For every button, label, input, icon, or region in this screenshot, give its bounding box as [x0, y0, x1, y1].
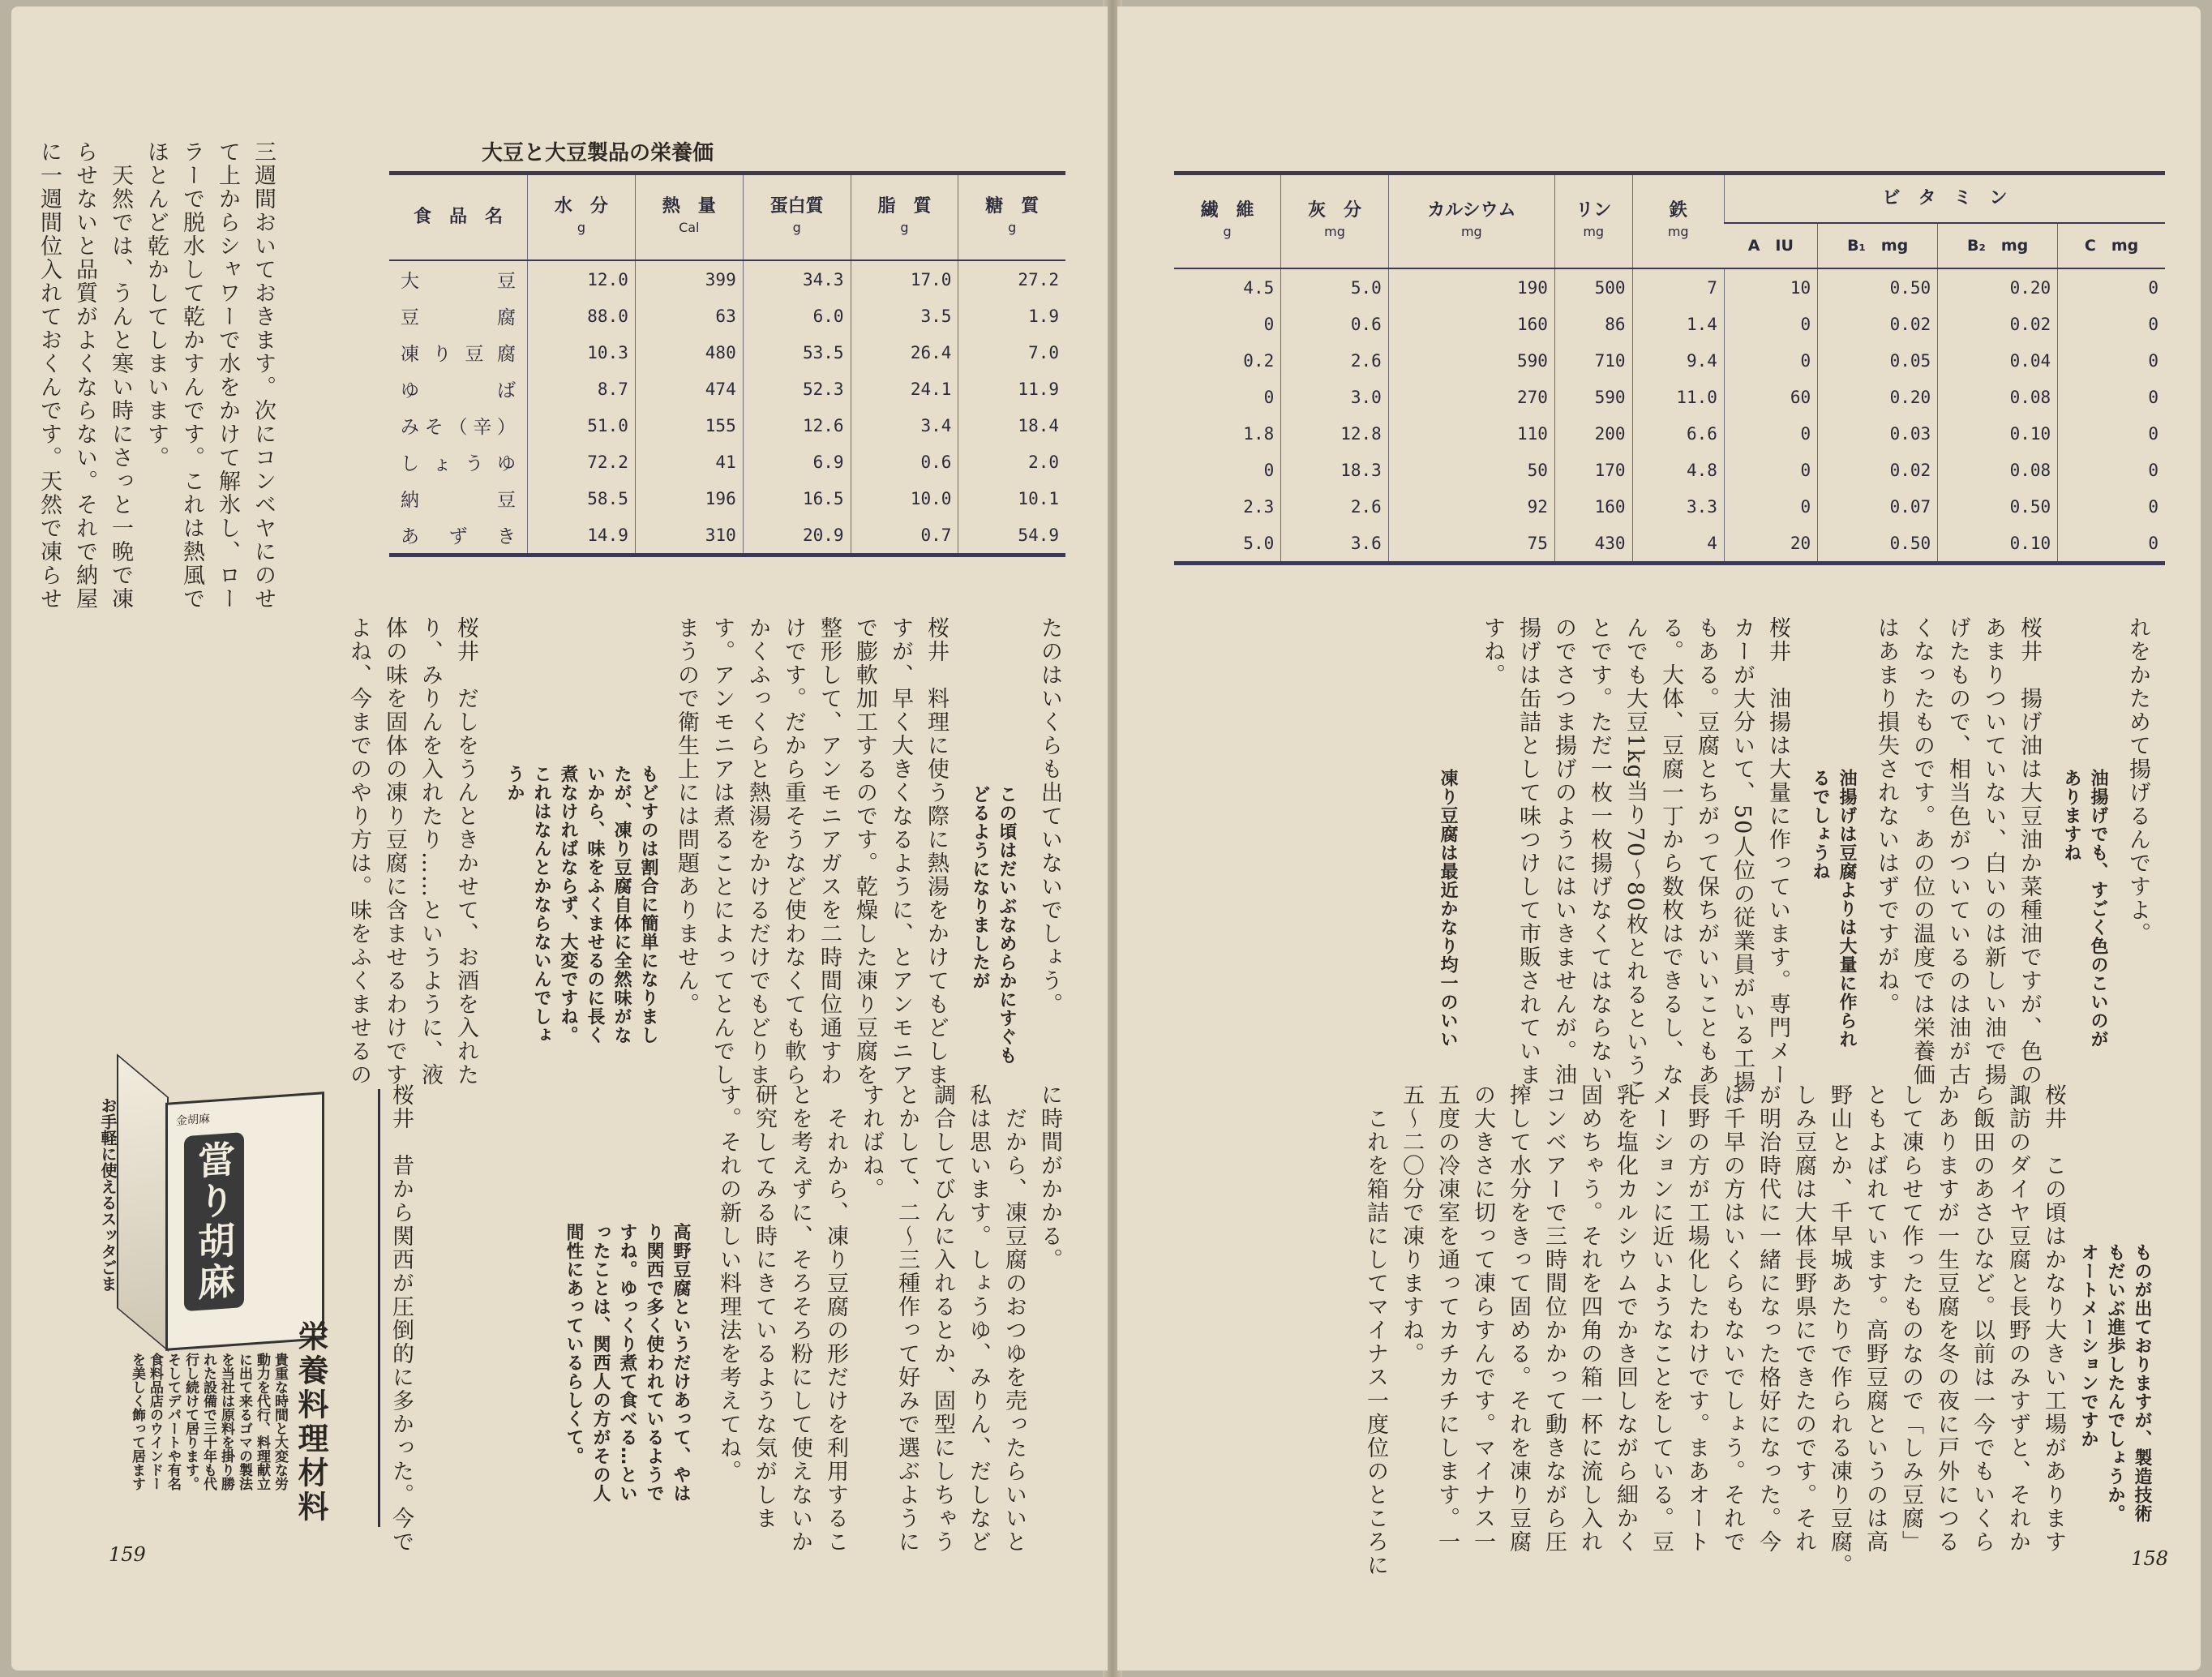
- table-cell: 0: [1263, 314, 1275, 334]
- body-text-mid-1: たのはいくらも出ていないでしょう。: [1037, 616, 1062, 1016]
- ad-package-label: 金胡麻: [176, 1113, 210, 1128]
- table-cell: 0.10: [1938, 525, 2058, 564]
- col-header-iron: 鉄 mg: [1632, 174, 1724, 269]
- sesame-ad: [117, 1097, 392, 1365]
- table-cell: 0: [1724, 342, 1817, 379]
- table-cell: 6.6: [1632, 415, 1724, 452]
- table-cell: 0.50: [1818, 525, 1938, 564]
- table-cell: 430: [1554, 525, 1632, 564]
- table-cell: 0.20: [1818, 379, 1938, 415]
- table-title: 大豆と大豆製品の栄養価: [482, 141, 714, 165]
- table-row: ゆば 8.7 474 52.3 24.1 11.9: [389, 371, 1065, 407]
- table-cell: 20: [1724, 525, 1817, 564]
- ad-tagline: お手軽に使えるスッタごま: [98, 1097, 118, 1292]
- col-header-vitamin-b2: B₂ mg: [1938, 223, 2058, 268]
- nutrition-table-right: [1174, 171, 2165, 565]
- table-cell: 0.6: [1281, 306, 1389, 342]
- table-cell: 5.0: [1281, 268, 1389, 306]
- table-row: [1174, 342, 2165, 379]
- table-cell: 0.02: [1818, 306, 1938, 342]
- question-1: この頃はだいぶなめらかにすぐも どるようになりましたが: [970, 785, 1017, 1065]
- col-header-phosphorus: リン mg: [1554, 174, 1632, 269]
- table-row: しょうゆ 72.2 41 6.9 0.6 2.0: [389, 444, 1065, 480]
- col-header-vitamin: ビ タ ミ ン: [1724, 174, 2165, 224]
- table-cell: 2.6: [1281, 342, 1389, 379]
- table-cell: 5.0: [1243, 533, 1275, 553]
- table-cell: 11.0: [1632, 379, 1724, 415]
- ad-brand-name: 當り胡麻: [184, 1132, 244, 1311]
- table-row: 納豆 58.5 196 16.5 10.0 10.1: [389, 480, 1065, 517]
- table-cell: 0: [1724, 452, 1817, 488]
- body-text-mid-2: 桜井 料理に使う際に熱湯をかけてもどしま すが、早く大きくなるように、とアンモニア で膨軟加工するのです。乾燥した凍り豆腐を 整形して、アンモニアガスを二時間位通すわ けです。だから重そうなど使わなくても軟ら かくふっくらと熱湯をかけるだけでもどりま す。アンモニアは煮ることによってとんでし まうので衛生上には問題ありません。: [674, 616, 949, 1087]
- table-cell: 10: [1724, 268, 1817, 306]
- table-cell: 500: [1554, 268, 1632, 306]
- table-cell: 190: [1388, 268, 1554, 306]
- table-row: [1174, 415, 2165, 452]
- table-cell: 160: [1554, 488, 1632, 525]
- table-cell: 0: [2058, 306, 2165, 342]
- table-cell: 86: [1554, 306, 1632, 342]
- table-cell: 110: [1388, 415, 1554, 452]
- table-cell: 590: [1554, 379, 1632, 415]
- table-cell: 0.08: [1938, 379, 2058, 415]
- table-row: あずき 14.9 310 20.9 0.7 54.9: [389, 517, 1065, 555]
- table-cell: 0: [1263, 387, 1275, 407]
- col-header-vitamin-b1: B₁ mg: [1818, 223, 1938, 268]
- question-3: 高野豆腐というだけあって、やは り関西で多く使われているようで すね。ゆっくり煮て食べる…とい ったことは、関西人の方がその人 間性にあっているらしくて。: [564, 1223, 691, 1503]
- table-cell: 1.8: [1243, 423, 1275, 444]
- body-text-col-3: 桜井 油揚は大量に作っています。専門メー カーが大分いて、50人位の従業員がいる工場 もある。豆腐とちがって保ちがいいこともあ る。大体、豆腐一丁から数枚はできるし、な んでも大豆1kg当り70〜80枚とれるというこ とです。ただ一枚一枚揚げなくてはならない のでさつま揚げのようにはいきませんが。油 揚げは缶詰として味つけして市販されていま すね。: [1480, 616, 1790, 1101]
- body-text-col-2: 桜井 揚げ油は大豆油か菜種油ですが、色の あまりついていない、白いのは新しい油で揚 げたもので、相当色がついているのは油が古 くなったものです。あの位の温度では栄養価 はあまり損失されないはずですがね。: [1874, 616, 2042, 1087]
- table-row: [1174, 379, 2165, 415]
- table-row: みそ（辛） 51.0 155 12.6 3.4 18.4: [389, 407, 1065, 444]
- col-header-calcium: カルシウム mg: [1388, 174, 1554, 269]
- page-158: [1117, 6, 2201, 1671]
- table-cell: 3.3: [1632, 488, 1724, 525]
- question-2: もどすのは割合に簡単になりまし たが、凍り豆腐自体に全然味がな いから、味をふくませるのに長く 煮なければならず、大変ですね。 これはなんとかならないんでしょ うか: [504, 765, 658, 1044]
- body-text-col-1: れをかためて揚げるんですよ。: [2125, 616, 2150, 946]
- table-cell: 0.10: [1938, 415, 2058, 452]
- body-text-mid-3: 桜井 だしをうんときかせて、お酒を入れた り、みりんを入れたり……というように、液 体の味を固体の凍り豆腐に含ませるわけです よね、今までのやり方は。味をふくませるの: [346, 616, 478, 1087]
- col-header-food: 食 品 名: [389, 174, 528, 261]
- page-number: 158: [2131, 1547, 2168, 1570]
- table-cell: 3.0: [1281, 379, 1389, 415]
- table-cell: 75: [1388, 525, 1554, 564]
- table-header-row: [389, 174, 1065, 261]
- table-cell: 2.3: [1243, 496, 1275, 517]
- nutrition-table-left: [389, 171, 1065, 557]
- table-cell: 0.50: [1818, 268, 1938, 306]
- col-header-protein: 蛋白質 g: [743, 174, 851, 261]
- table-cell: 0.02: [1818, 452, 1938, 488]
- table-header-row: [1174, 174, 2165, 224]
- table-cell: 60: [1724, 379, 1817, 415]
- question-koori-tofu: 凍り豆腐は最近かなり均一のいい: [1438, 769, 1458, 1049]
- col-header-vitamin-c: C mg: [2058, 223, 2165, 268]
- table-cell: 0: [1724, 488, 1817, 525]
- page-number: 159: [109, 1543, 146, 1566]
- table-cell: 9.4: [1632, 342, 1724, 379]
- table-cell: 0.07: [1818, 488, 1938, 525]
- table-cell: 0: [2058, 342, 2165, 379]
- table-cell: 0.20: [1938, 268, 2058, 306]
- table-cell: 170: [1554, 452, 1632, 488]
- table-row: 凍り豆腐 10.3 480 53.5 26.4 7.0: [389, 334, 1065, 371]
- table-cell: 0: [2058, 488, 2165, 525]
- page-159: [11, 6, 1108, 1671]
- col-header-vitamin-a: A IU: [1724, 223, 1817, 268]
- table-cell: 270: [1388, 379, 1554, 415]
- col-header-ash: 灰 分 mg: [1281, 174, 1389, 269]
- ad-copy: 貴重な時間と大変な労 動力を代行、料理献立 に出て来るゴマの製法 を当社は原料を掛り勝 れた設備で三十年も代 行し続けて居ります。 そしてデパートや有名 食料品店のウインドー を美しく飾って居ます: [129, 1353, 288, 1490]
- table-cell: 92: [1388, 488, 1554, 525]
- table-cell: 2.6: [1281, 488, 1389, 525]
- table-cell: 0.2: [1243, 350, 1275, 371]
- table-cell: 0: [2058, 525, 2165, 564]
- table-cell: 160: [1388, 306, 1554, 342]
- table-row: 豆腐 88.0 63 6.0 3.5 1.9: [389, 298, 1065, 334]
- table-row: [1174, 452, 2165, 488]
- body-text-bottom-1: に時間がかかる。 だから、凍豆腐のおつゆを売ったらいいと 私は思います。しょうゆ、みりん、だしなど 調合してびんに入れるとか、固型にしちゃう とかして、二〜三種作って好みで選ぶように すればね。 それから、凍り豆腐の形だけを利用するこ とを考えずに、そろそろ粉にして使えないか 研究してみる時にきているような気がしま す。それの新しい料理法を考えてね。: [716, 1083, 1062, 1554]
- ad-package: [165, 1092, 324, 1351]
- table-row: [1174, 488, 2165, 525]
- col-header-sugar: 糖 質 g: [958, 174, 1065, 261]
- ad-title: 栄養料理材料: [293, 1320, 328, 1525]
- table-cell: 0: [1724, 306, 1817, 342]
- table-cell: 4: [1632, 525, 1724, 564]
- table-cell: 0: [2058, 415, 2165, 452]
- table-body: [1174, 268, 2165, 564]
- ad-package-side: [117, 1053, 169, 1352]
- table-row: [1174, 306, 2165, 342]
- table-cell: 0.08: [1938, 452, 2058, 488]
- table-cell: 4.5: [1243, 277, 1275, 298]
- col-header-fat: 脂 質 g: [851, 174, 958, 261]
- table-cell: 18.3: [1281, 452, 1389, 488]
- question-automation: ものが出ておりますが、製造技術 もだいぶ進歩したんでしょうか。 オートメーションですか: [2078, 1243, 2152, 1523]
- table-cell: 12.8: [1281, 415, 1389, 452]
- table-row: [1174, 268, 2165, 306]
- table-row: 大豆 12.0 399 34.3 17.0 27.2: [389, 260, 1065, 298]
- col-header-water: 水 分 g: [528, 174, 636, 261]
- table-cell: 0.50: [1938, 488, 2058, 525]
- table-cell: 200: [1554, 415, 1632, 452]
- question-aburaage: 油揚げは豆腐よりは大量に作られ るでしょうね: [1810, 769, 1857, 1049]
- body-text-top-left: 三週間おいておきます。次にコンベヤにのせ て上からシャワーで水をかけて解氷し、ロー ラーで脱水して乾かすんです。これは熱風で ほとんど乾かしてしまいます。 天然では、うんと寒い時にさっと一晩で凍 らせないと品質がよくならない。それで納屋 に一週間位入れておくんです。天然で凍らせ: [36, 140, 276, 611]
- table-cell: 0: [1724, 415, 1817, 452]
- table-cell: 3.6: [1281, 525, 1389, 564]
- table-cell: 4.8: [1632, 452, 1724, 488]
- body-text-bottom-2: 桜井 昔から関西が圧倒的に多かった。今で: [388, 1083, 414, 1554]
- table-cell: 50: [1388, 452, 1554, 488]
- table-cell: 0.05: [1818, 342, 1938, 379]
- table-cell: 0: [2058, 452, 2165, 488]
- col-header-calories: 熱 量 Cal: [635, 174, 743, 261]
- table-cell: 0: [1263, 460, 1275, 480]
- table-cell: 590: [1388, 342, 1554, 379]
- table-cell: 1.4: [1632, 306, 1724, 342]
- table-cell: 0.04: [1938, 342, 2058, 379]
- table-cell: 7: [1632, 268, 1724, 306]
- table-cell: 710: [1554, 342, 1632, 379]
- table-cell: 0.03: [1818, 415, 1938, 452]
- table-cell: 0.02: [1938, 306, 2058, 342]
- table-row: [1174, 525, 2165, 564]
- body-text-col-4: 桜井 この頃はかなり大きい工場があります 諏訪のダイヤ豆腐と長野のみすずと、それか ら飯田のあさひなど。以前は一今でもいくら かありますが一生豆腐を冬の夜に戸外につる して凍らせて作ったものなので「しみ豆腐」 ともよばれています。高野豆腐というのは高 野山とか、千早城あたりで作られる凍り豆腐。 しみ豆腐は大体長野県にできたのです。それ が明治時代に一緒になった格好になった。今 は千早の方はいくらもないでしょう。それで 長野の方が工場化したわけです。まあオート メーションに近いようなことをしている。豆 乳を塩化カルシウムでかき回しながら細かく 固めちゃう。それを四角の箱一杯に流し入れ コンベアーで三時間位かかって動きながら圧 搾して水分をきって固める。それを凍り豆腐 の大きさに切って凍らすんです。マイナス一 五度の冷凍室を通ってカチカチにします。一 五〜二〇分で凍りますね。 これを箱詰にしてマイナス一度位のところに: [1363, 1083, 2066, 1577]
- table-cell: 0: [2058, 379, 2165, 415]
- col-header-fiber: 繊 維 g: [1174, 174, 1281, 269]
- question-oil: 油揚げでも、すごく色のこいのが ありますね: [2061, 769, 2108, 1049]
- table-cell: 0: [2058, 268, 2165, 306]
